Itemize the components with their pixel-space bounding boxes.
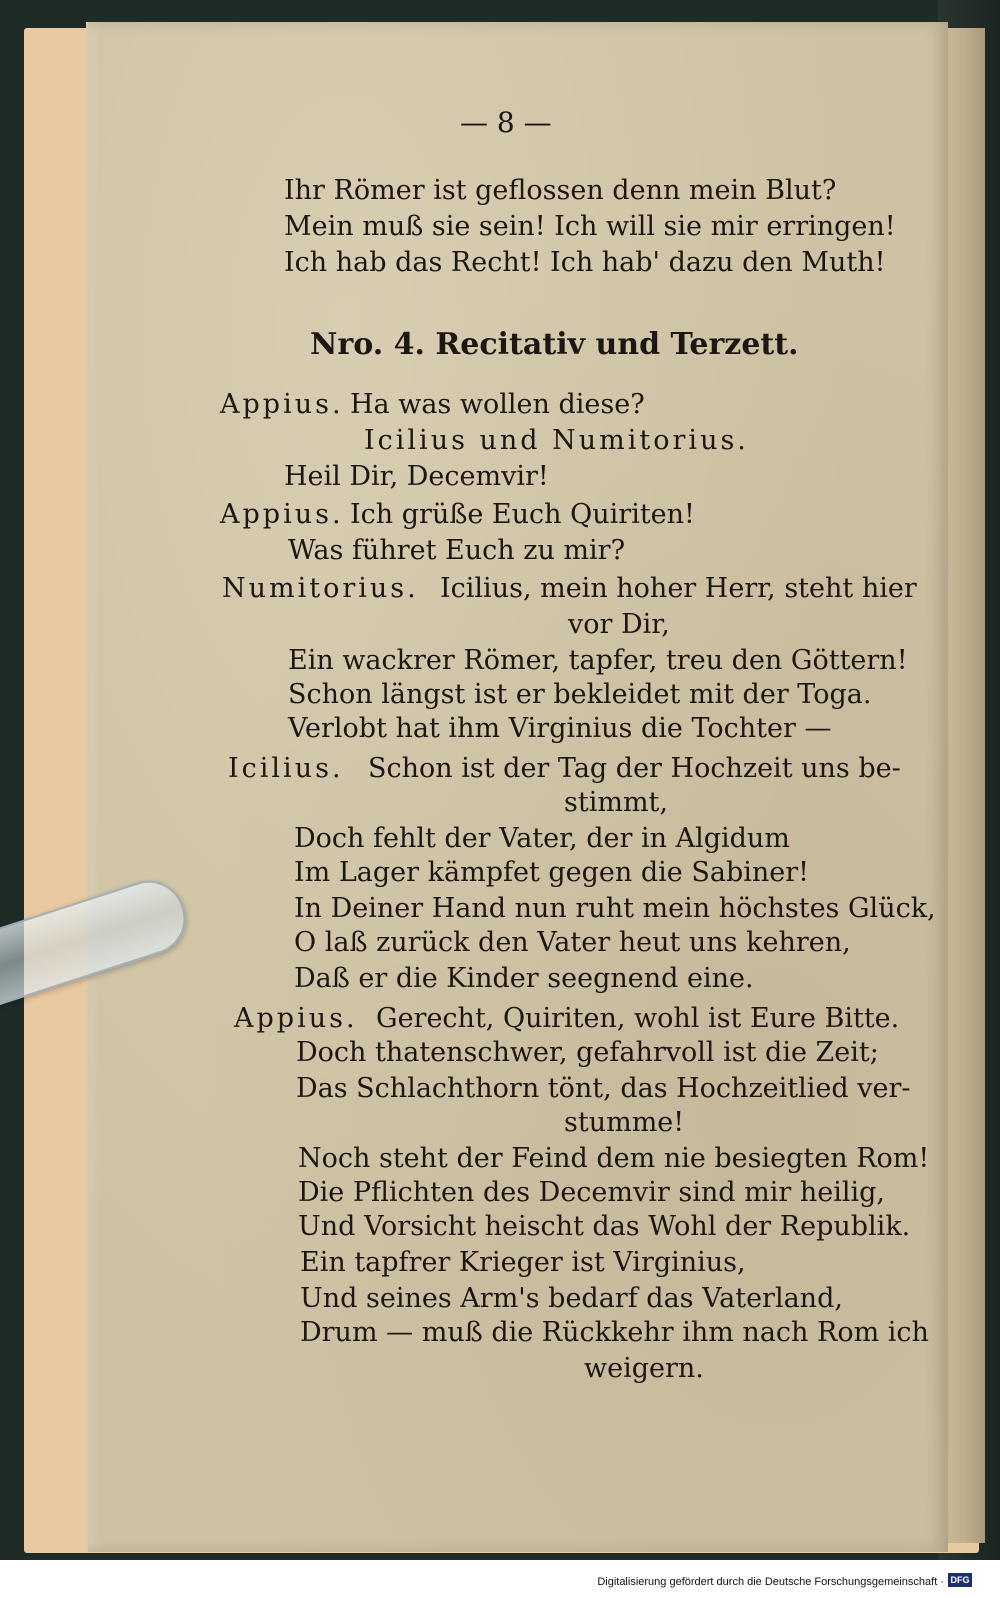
section-heading: Nro. 4. Recitativ und Terzett. [310, 327, 799, 362]
verse-line: Mein muß sie sein! Ich will sie mir erringen! [284, 211, 896, 242]
dialogue-line: Daß er die Kinder seegnend eine. [294, 963, 754, 994]
dialogue-line: Was führet Euch zu mir? [288, 535, 626, 566]
dialogue-line: Drum — muß die Rückkehr ihm nach Rom ich [300, 1317, 929, 1348]
dialogue-line: Die Pflichten des Decemvir sind mir heilig, [298, 1177, 885, 1208]
dialogue-line: Ha was wollen diese? [350, 389, 645, 420]
dialogue-line: Schon längst ist er bekleidet mit der Toga. [288, 679, 872, 710]
dfg-logo: DFG [948, 1573, 972, 1587]
dialogue-line: weigern. [584, 1353, 704, 1384]
speaker-name: Icilius und Numitorius. [364, 425, 749, 456]
dialogue-line: Im Lager kämpfet gegen die Sabiner! [294, 857, 809, 888]
dialogue-line: Ein wackrer Römer, tapfer, treu den Göttern! [288, 645, 908, 676]
speaker-name: Icilius. [228, 753, 344, 784]
speaker-name: Numitorius. [222, 573, 419, 604]
speaker-name: Appius. [234, 1003, 358, 1034]
digitization-credit: Digitalisierung gefördert durch die Deutsche Forschungsgemeinschaft · [597, 1576, 944, 1588]
speaker-name: Appius. [220, 389, 344, 420]
verse-line: Ihr Römer ist geflossen denn mein Blut? [284, 175, 837, 206]
dialogue-line: Gerecht, Quiriten, wohl ist Eure Bitte. [376, 1003, 900, 1034]
dialogue-line: stimmt, [564, 787, 668, 818]
dialogue-line: Heil Dir, Decemvir! [284, 461, 549, 492]
dialogue-line: stumme! [564, 1107, 685, 1138]
page-number: — 8 — [460, 106, 552, 139]
dialogue-line: Ich grüße Euch Quiriten! [350, 499, 695, 530]
speaker-name: Appius. [220, 499, 344, 530]
dialogue-line: Das Schlachthorn tönt, das Hochzeitlied ver- [296, 1073, 911, 1104]
verse-line: Ich hab das Recht! Ich hab' dazu den Muth! [284, 247, 886, 278]
dialogue-line: In Deiner Hand nun ruht mein höchstes Glück, [294, 893, 936, 924]
dialogue-line: Schon ist der Tag der Hochzeit uns be- [368, 753, 901, 784]
dialogue-line: Doch fehlt der Vater, der in Algidum [294, 823, 790, 854]
book-page [86, 22, 948, 1552]
dialogue-line: Icilius, mein hoher Herr, steht hier [440, 573, 917, 604]
dialogue-line: Und Vorsicht heischt das Wohl der Republik. [298, 1211, 911, 1242]
dialogue-line: Und seines Arm's bedarf das Vaterland, [300, 1283, 843, 1314]
dialogue-line: Noch steht der Feind dem nie besiegten Rom! [298, 1143, 930, 1174]
dialogue-line: Doch thatenschwer, gefahrvoll ist die Zeit; [296, 1037, 879, 1068]
dialogue-line: Verlobt hat ihm Virginius die Tochter — [288, 713, 832, 744]
dialogue-line: O laß zurück den Vater heut uns kehren, [294, 927, 851, 958]
dialogue-line: Ein tapfrer Krieger ist Virginius, [300, 1247, 746, 1278]
dialogue-line: vor Dir, [568, 609, 670, 640]
